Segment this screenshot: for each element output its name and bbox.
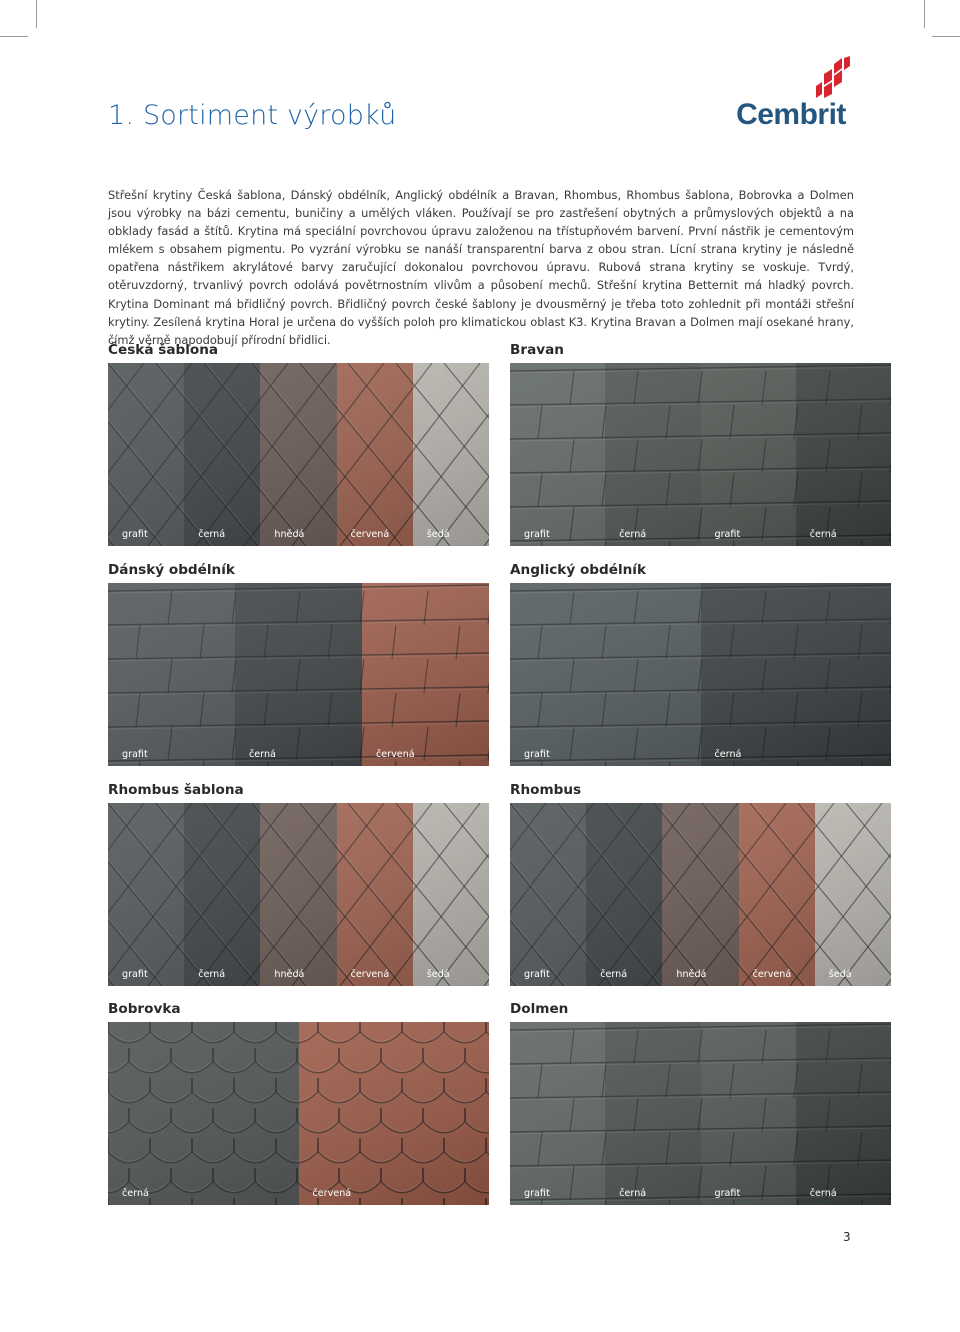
swatch-label: grafit: [524, 749, 550, 760]
swatch-label: grafit: [714, 529, 741, 540]
swatch-label: černá: [619, 1188, 647, 1199]
roof-tile-texture: [510, 1022, 891, 1205]
crop-mark: [932, 36, 960, 37]
product-title: Anglický obdélník: [510, 562, 646, 578]
product-photo: [510, 583, 891, 766]
swatch-label: červená: [376, 749, 415, 760]
swatch-label: černá: [198, 529, 226, 540]
crop-mark: [36, 0, 37, 28]
swatch-label: černá: [619, 529, 647, 540]
page-title: 1. Sortiment výrobků: [108, 100, 397, 131]
product-photo: [108, 363, 489, 546]
cembrit-logo: [726, 56, 856, 134]
swatch-label: černá: [600, 969, 628, 980]
product-title: Rhombus: [510, 782, 582, 798]
product-title: Dánský obdélník: [108, 562, 235, 578]
roof-tile-texture: [510, 583, 891, 766]
swatch-label: červená: [312, 1188, 352, 1199]
product-title: Rhombus šablona: [108, 782, 244, 798]
logo-mark-icon: [816, 56, 850, 98]
swatch-label: šedá: [426, 529, 450, 540]
product-title: Česká šablona: [108, 342, 219, 358]
swatch-label: šedá: [426, 969, 450, 980]
swatch-label: grafit: [122, 529, 148, 540]
swatch-label: černá: [714, 749, 742, 760]
product-photo: [108, 1022, 489, 1205]
product-photo: [108, 583, 489, 766]
logo-text: Cembrit: [736, 98, 846, 131]
swatch-label: černá: [198, 969, 226, 980]
crop-mark: [0, 36, 28, 37]
swatch-label: červená: [350, 529, 390, 540]
roof-tile-texture: [108, 363, 489, 546]
swatch-label: černá: [122, 1188, 149, 1199]
swatch-label: červená: [350, 969, 390, 980]
crop-mark: [924, 0, 925, 28]
roof-tile-texture: [108, 803, 489, 986]
product-title: Bobrovka: [108, 1001, 181, 1017]
swatch-label: hnědá: [274, 529, 305, 540]
page-number: 3: [843, 1230, 851, 1244]
swatch-label: černá: [249, 749, 276, 760]
product-title: Bravan: [510, 342, 564, 358]
swatch-label: grafit: [524, 1188, 550, 1199]
swatch-label: grafit: [524, 969, 550, 980]
roof-tile-texture: [510, 803, 891, 986]
product-photo: [108, 803, 489, 986]
swatch-label: grafit: [122, 749, 148, 760]
swatch-label: hnědá: [676, 969, 707, 980]
roof-tile-texture: [510, 363, 891, 546]
product-title: Dolmen: [510, 1001, 569, 1017]
swatch-label: šedá: [828, 969, 852, 980]
swatch-label: grafit: [714, 1188, 741, 1199]
swatch-label: červená: [752, 969, 792, 980]
swatch-label: černá: [809, 1188, 837, 1199]
roof-tile-texture: [108, 583, 489, 766]
product-photo: [510, 363, 891, 546]
product-photo: [510, 1022, 891, 1205]
swatch-label: hnědá: [274, 969, 305, 980]
intro-paragraph: Střešní krytiny Česká šablona, Dánský obdélník, Anglický obdélník a Bravan, Rhombus, Rhombus šablona, Bobrovka a Dolmen jsou výrobky na bázi cementu, buničiny a umělých vláken. Používají se pro zastřešení obytných a průmyslových objektů a na obklady fasád a štítů. Krytina má speciální povrchovou úpravu založenou na třístupňovém barvení. První nástřik je cementovým mlékem s obsahem pigmentu. Po vyzrání výrobku se nanáší transparentní barva z obou stran. Lícní strana krytiny je následně opatřena nástřikem akrylátové barvy zaručující dokonalou povrchovou úpravu. Rubová strana krytiny se voskuje. Tvrdý, otěruvzdorný, trvanlivý povrch odolává povětrnostním vlivům a působení mechů. Střešní krytina Betternit má hladký povrch. Krytina Dominant má břidličný povrch. Břidličný povrch české šablony je dvousměrný je třeba toto zohlednit při montáži střešní krytiny. Zesílená krytina Horal je určena do vyšších poloh pro klimatickou oblast K3. Krytina Bravan a Dolmen mají osekané hrany, čímž věrně napodobují přírodní břidlici.: [108, 188, 854, 347]
swatch-label: černá: [809, 529, 837, 540]
roof-tile-texture: [108, 1022, 489, 1205]
swatch-label: grafit: [524, 529, 550, 540]
product-photo: [510, 803, 891, 986]
swatch-label: grafit: [122, 969, 148, 980]
